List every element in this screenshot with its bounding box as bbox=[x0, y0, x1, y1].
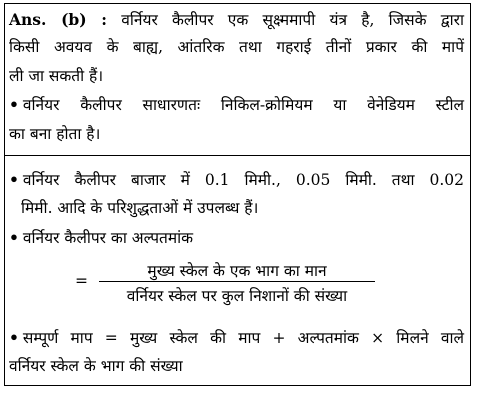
answer-card bbox=[4, 3, 471, 386]
detail-line-3 bbox=[9, 228, 464, 248]
detail-line-4 bbox=[9, 328, 464, 348]
answer-line-5: का बना होता है। bbox=[9, 125, 101, 143]
bullet-icon: • bbox=[9, 228, 19, 247]
least-count-formula bbox=[75, 259, 375, 307]
answer-text-4: वर्नियर कैलीपर साधारणतः निकिल-क्रोमियम या वेनेडियम स्टील bbox=[22, 96, 464, 114]
detail-text-4: सम्पूर्ण माप = मुख्य स्केल की माप + अल्पतमांक × मिलने वाले bbox=[22, 329, 464, 347]
detail-text-1: वर्नियर कैलीपर बाजार में 0.1 मिमी., 0.05 मिमी. तथा 0.02 bbox=[22, 171, 464, 189]
bullet-icon: • bbox=[9, 95, 19, 114]
detail-line-5: वर्नियर स्केल के भाग की संख्या bbox=[9, 357, 183, 375]
bullet-icon: • bbox=[9, 328, 19, 347]
detail-line-1 bbox=[9, 170, 464, 190]
answer-label: Ans. (b) : bbox=[9, 10, 108, 29]
detail-text-3: वर्नियर कैलीपर का अल्पतमांक bbox=[22, 229, 194, 247]
answer-line-4 bbox=[9, 95, 464, 115]
detail-line-2: मिमी. आदि के परिशुद्धताओं में उपलब्ध हैं। bbox=[21, 199, 259, 217]
fraction-bar bbox=[99, 281, 375, 282]
answer-line-2: किसी अवयव के बाह्य, आंतरिक तथा गहराई तीनों प्रकार की मापें bbox=[9, 38, 464, 56]
answer-section-bottom bbox=[5, 156, 470, 385]
answer-line-1 bbox=[9, 10, 464, 30]
answer-line-3: ली जा सकती हैं। bbox=[9, 67, 104, 85]
answer-section-top bbox=[5, 4, 470, 156]
bullet-icon: • bbox=[9, 170, 19, 189]
equals-sign: = bbox=[75, 272, 88, 290]
answer-text-1: वर्नियर कैलीपर एक सूक्ष्ममापी यंत्र है, जिसके द्वारा bbox=[121, 11, 464, 29]
formula-denominator: वर्नियर स्केल पर कुल निशानों की संख्या bbox=[126, 287, 348, 305]
formula-numerator: मुख्य स्केल के एक भाग का मान bbox=[147, 262, 327, 280]
